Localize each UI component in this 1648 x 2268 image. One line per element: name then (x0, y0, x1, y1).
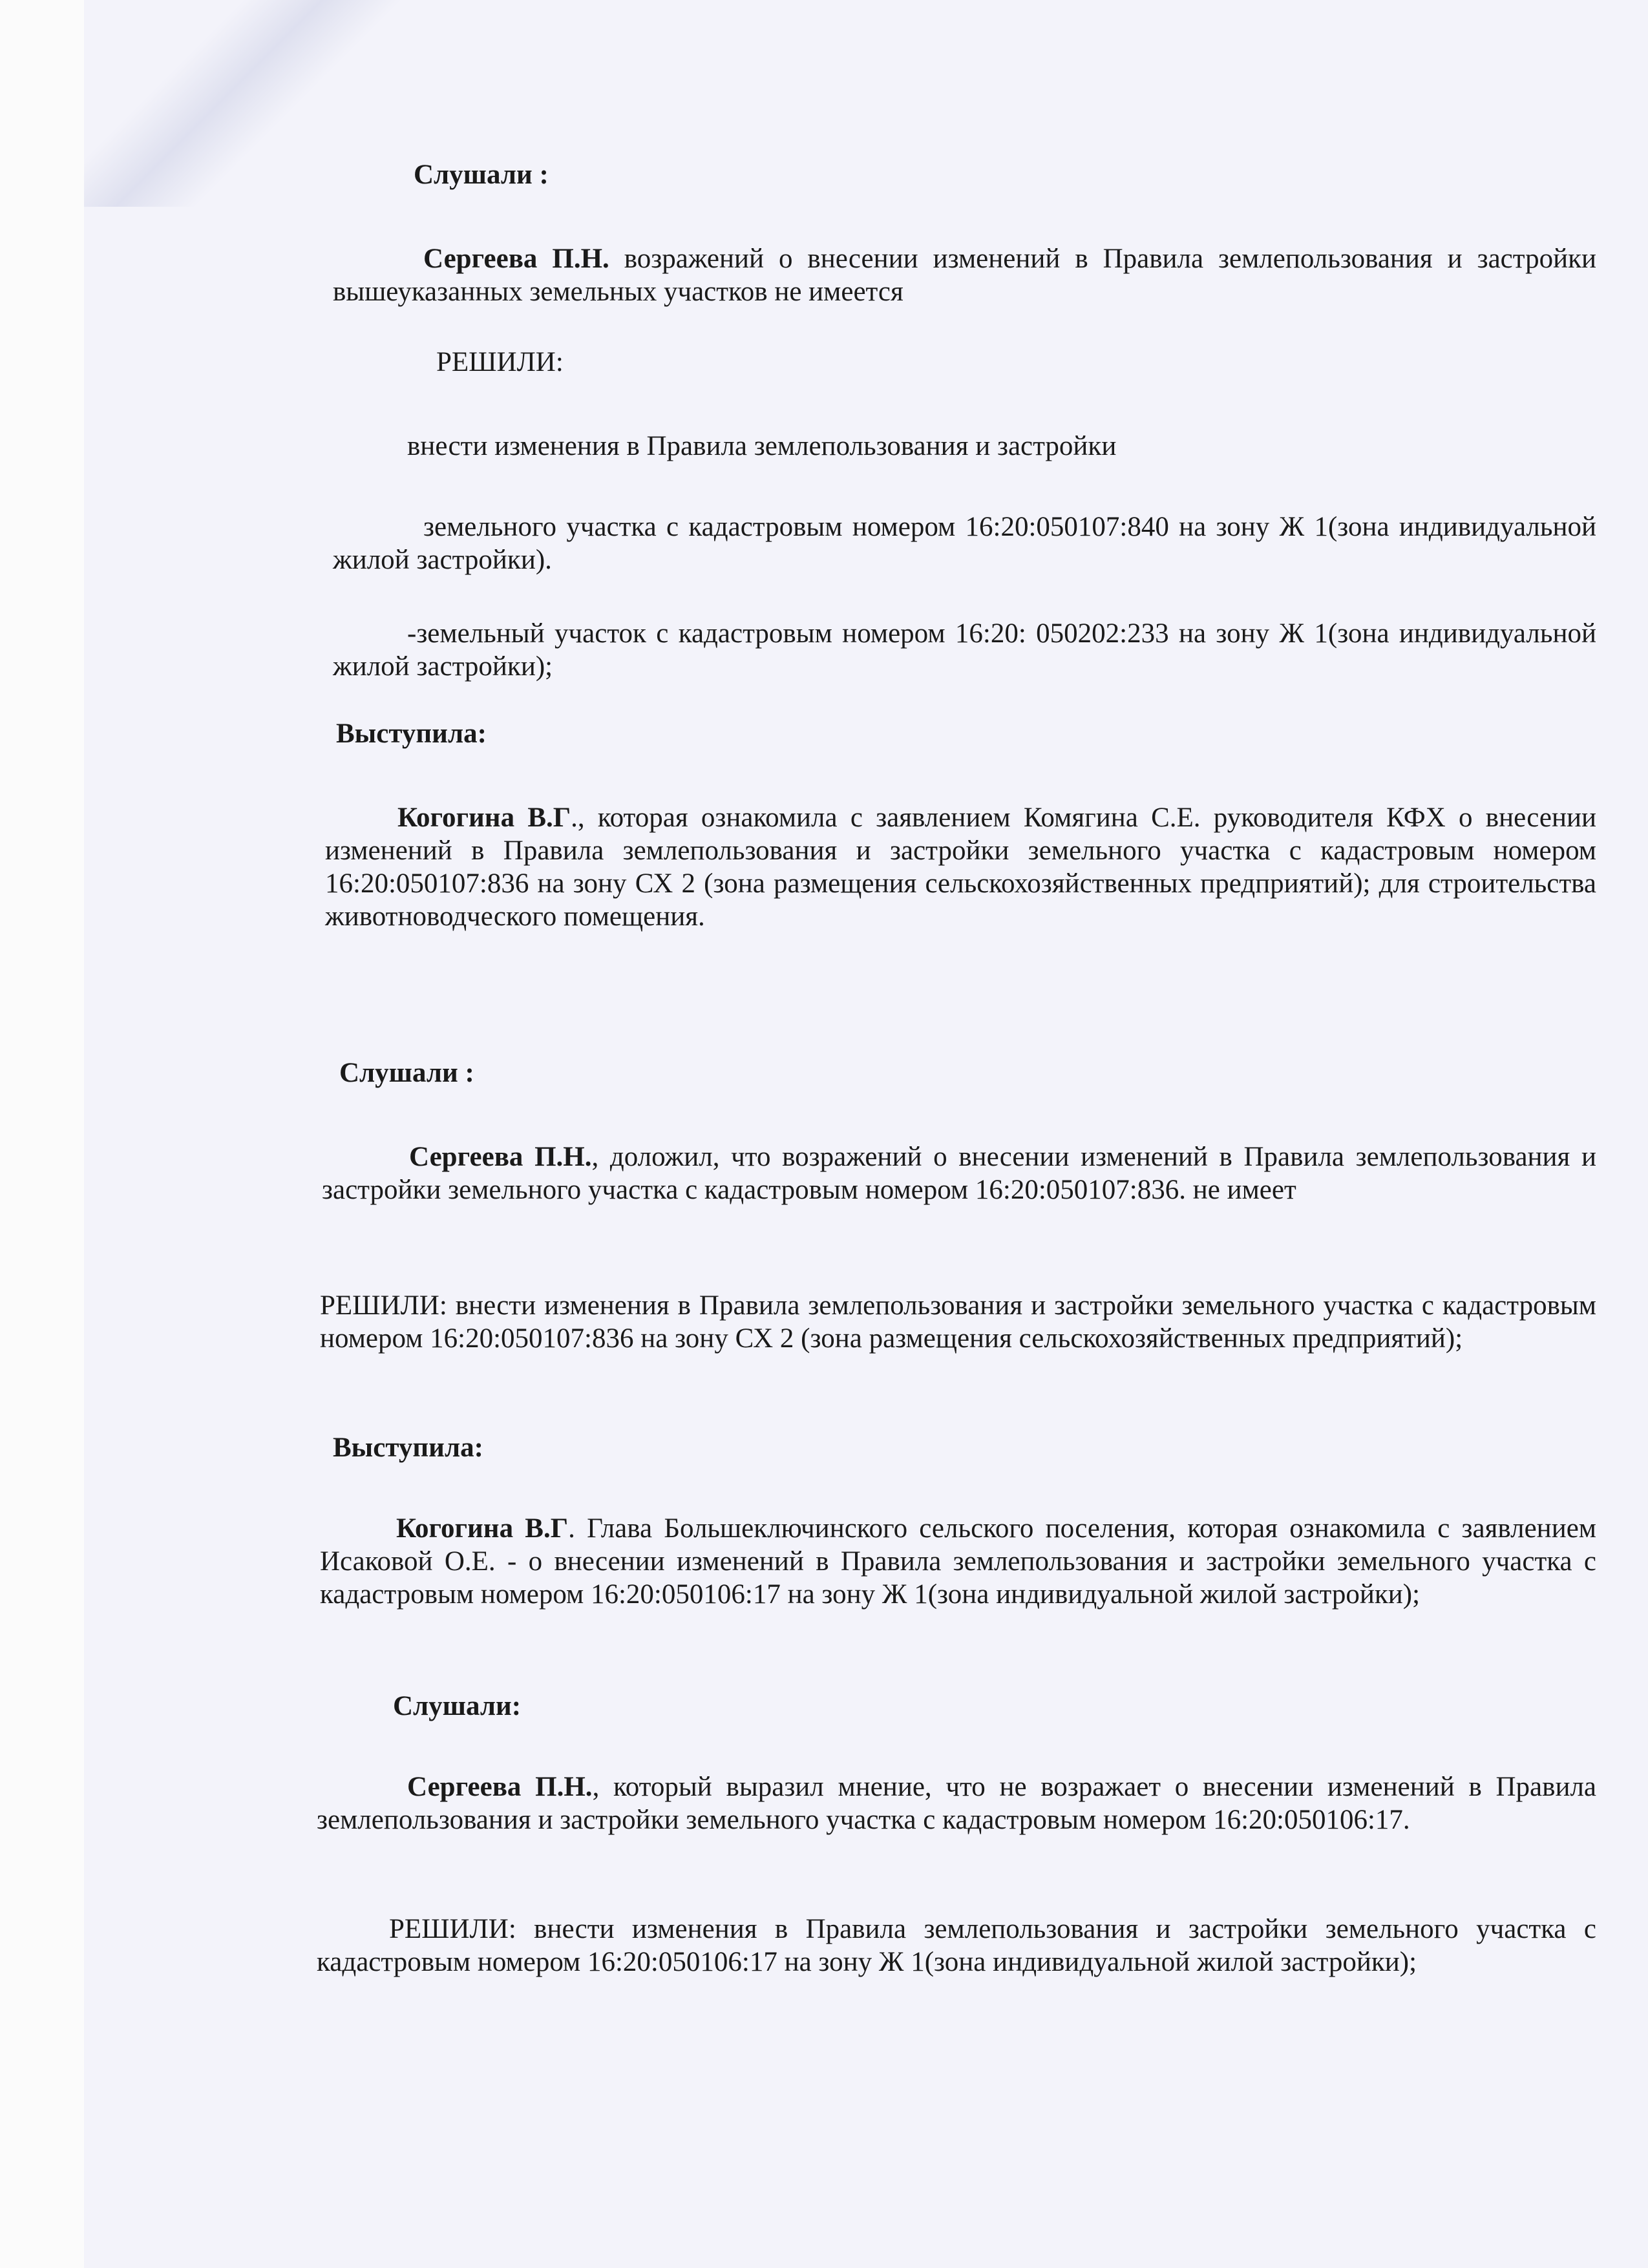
section-heading: Слушали: (393, 1691, 522, 1721)
paragraph-text: ., которая ознакомила с заявлением Комягина С.Е. руководителя КФХ о внесении изменений в Правила землепользования и застройки земельного участка с кадастровым номером 16:20:050107:836 на зону СХ 2 (зона размещения сельскохозяйственных предприятий); для строительства животноводческого помещения. (325, 803, 1597, 932)
paragraph (333, 242, 1596, 308)
section-heading: Слушали : (339, 1058, 474, 1088)
speaker-name: Когогина В.Г (397, 803, 571, 833)
section-heading: Выступила: (336, 719, 487, 749)
paragraph-text: , доложил, что возражений о внесении изменений в Правила землепользования и застройки земельного участка с кадастровым номером 16:20:050107:836. не имеет (322, 1142, 1596, 1205)
decision-heading: РЕШИЛИ: (436, 347, 564, 377)
paragraph: земельного участка с кадастровым номером 16:20:050107:840 на зону Ж 1(зона индивидуальной жилой застройки). (333, 512, 1596, 575)
paragraph: -земельный участок с кадастровым номером 16:20: 050202:233 на зону Ж 1(зона индивидуальной жилой застройки); (333, 618, 1596, 682)
speaker-name: Сергеева П.Н. (423, 244, 609, 274)
paragraph-text: . Глава Большеключинского сельского поселения, которая ознакомила с заявлением Исаковой О.Е. - о внесении изменений в Правила землепользования и застройки земельного участка с кадастровым номером 16:20:050106:17 на зону Ж 1(зона индивидуальной жилой застройки); (320, 1513, 1596, 1610)
paragraph (322, 1140, 1596, 1206)
speaker-name: Сергеева П.Н. (409, 1142, 592, 1172)
paragraph-text: , который выразил мнение, что не возражает о внесении изменений в Правила землепользования и застройки земельного участка с кадастровым номером 16:20:050106:17. (317, 1772, 1596, 1835)
section-heading: Слушали : (414, 160, 549, 190)
paragraph: внести изменения в Правила землепользования и застройки (407, 431, 1117, 461)
paragraph-text: возражений о внесении изменений в Правила землепользования и застройки вышеуказанных земельных участков не имеется (333, 244, 1596, 307)
paragraph: РЕШИЛИ: внести изменения в Правила землепользования и застройки земельного участка с кадастровым номером 16:20:050107:836 на зону СХ 2 (зона размещения сельскохозяйственных предприятий); (320, 1290, 1596, 1354)
paragraph (320, 1512, 1596, 1611)
paragraph (317, 1770, 1596, 1836)
speaker-name: Когогина В.Г (396, 1513, 569, 1544)
scan-fold-shadow (84, 0, 407, 207)
section-heading: Выступила: (333, 1433, 483, 1463)
paragraph (325, 801, 1596, 933)
paragraph: РЕШИЛИ: внести изменения в Правила землепользования и застройки земельного участка с кадастровым номером 16:20:050106:17 на зону Ж 1(зона индивидуальной жилой застройки); (317, 1914, 1596, 1977)
speaker-name: Сергеева П.Н. (407, 1772, 593, 1802)
scan-margin (0, 0, 84, 2268)
